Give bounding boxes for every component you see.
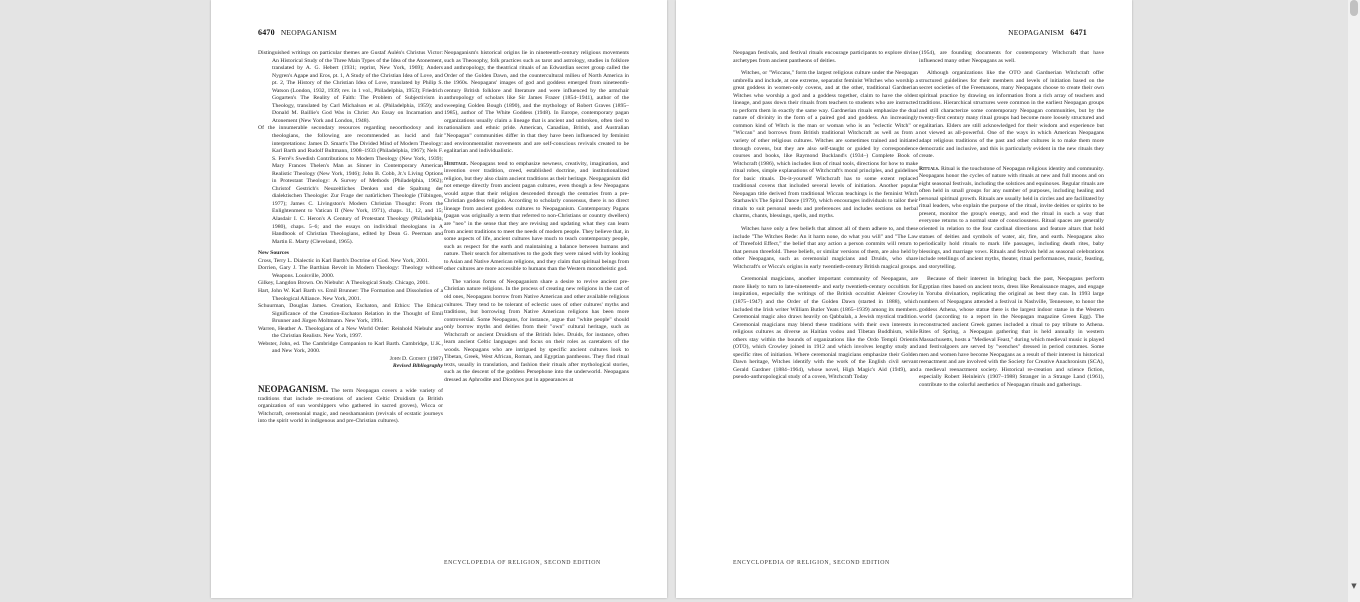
body-paragraph: The various forms of Neopaganism share a desire to revive ancient pre-Christian nature religions. In the process of creating new religions in the cast of old ones, Neopagans borrow from Native American and other available religious cultures. They tend to be tolerant of eclectic uses of other cultures' myths and traditions, but borrowing from Native American religions has been more controversial. Some Neopagans, for instance, argue that "white people" should only borrow myths and deities from their "own" cultural heritage, such as Witchcraft or ancient Druidism of the British Isles. Druids, for instance, often learn ancient Celtic languages and focus on their roles as caretakers of the woods. Neopagans who are intrigued by specific ancient cultures look to Tibetan, Greek, West African, Roman, and Egyptian pantheons. They find ritual texts, usually in translation, and fashion their rituals after mythological stories, such as the descent of the goddess Persephone into the underworld. Neopagans dressed as Aphrodite and Dionysos put in appearances at (444, 278, 629, 383)
entry-title: NEOPAGANISM. (258, 383, 329, 394)
page-footer: ENCYCLOPEDIA OF RELIGION, SECOND EDITION (733, 560, 890, 566)
running-head-left (258, 28, 337, 37)
vertical-scrollbar[interactable] (1348, 0, 1360, 602)
body-paragraph: Ceremonial magicians, another important community of Neopagans, are more likely to turn to late-nineteenth- and early twentieth-century occultists for inspiration, especially the writings of the British occultist Aleister Crowley (1875–1947) and the Order of the Golden Dawn (started in 1888), which included the Irish writer William Butler Yeats (1865–1939) among its members. Ceremonial magic also draws heavily on Qabbalah, a Jewish mystical tradition. Ceremonial magicians may blend these traditions with their own interests in religious cultures as diverse as Haitian vodou and Tibetan Buddhism, while others stay within the bounds of organizations like the Ordo Templi Orientis (OTO), which Crowley joined in 1912 and which involves lengthy study and specific rites of initiation. Where ceremonial magicians emphasize their Golden Dawn heritage, Witches identify with the work of the English civil servant Gerald Gardner (1884–1964), whose novel, High Magic's Aid (1949), and pseudo-anthropological study of a coven, Witchcraft Today (733, 276, 918, 381)
body-paragraph: Neopagan festivals, and festival rituals encourage participants to explore divine archetypes from ancient pantheons of deities. (733, 50, 918, 64)
signature-role: Revised Bibliography (392, 363, 443, 370)
source-entry: Gilkey, Langdon Brown. On Niebuhr: A Theological Study. Chicago, 2001. (258, 280, 430, 287)
body-paragraph: Neopaganism's historical origins lie in nineteenth-century religious movements such as Theosophy, folk practices such as tarot and astrology, studies in folklore and anthropology, the theatrical rituals of an Edwardian secret group called the Order of the Golden Dawn, and the countercultural milieu of North America in the 1960s. Neopagans' images of god and goddess emerged from nineteenth-century British folklore and literature and were influenced by the armchair anthropology of scholars like Sir James Frazer (1854–1941), author of the sweeping Golden Bough (1890), and the mythology of Robert Graves (1895–1985), author of The White Goddess (1948). In Europe, contemporary pagan organizations usually claim a lineage that is ancient and unbroken, often tied to nationalism and ethnic pride. American, Canadian, British, and Australian "Neopagan" communities differ in that they have been influenced by feminist and environmentalist movements and are self-conscious revivals created to be egalitarian and individualistic. (444, 50, 629, 155)
body-paragraph: Because of their interest in bringing back the past, Neopagans perform Egyptian rites based on ancient texts, dress like Renaissance mages, and engage in Yoruba divination, replicating the original as best they can. In 1993 large numbers of Neopagans attended a festival in Nashville, Tennessee, to honor the goddess Athena, whose statue there is the largest indoor statue in the Western world (according to a report in the Neopagan magazine Green Egg). The reconstructed ancient Greek games included a ritual to pay tribute to Athena. Rites of Spring, a Neopagan gathering that is held annually in western Massachusetts, hosts a "Medieval Feast," during which medieval music is played and festivalgoers are served by "wenches" dressed in period costumes. Some men and women have become Neopagans as a result of their interest in historical reenactment and are involved with the Society for Creative Anachronism (SCA), a medieval reenactment society. Historical re-creation and science fiction, especially Robert Heinlein's (1907–1988) Stranger in a Strange Land (1961), contribute to the colorful aesthetics of Neopagan rituals and gatherings. (919, 276, 1104, 388)
page-number: 6471 (1070, 28, 1087, 37)
running-head-title: NEOPAGANISM (1008, 28, 1065, 37)
source-entry: Cross, Terry L. Dialectic in Karl Barth's Doctrine of God. New York, 2001. (258, 257, 430, 264)
bibliography-paragraph: Of the innumerable secondary resources regarding neoorthodoxy and its theologians, the following are recommended as lucid and fair interpretations: James D. Smart's The Divided Mind of Modern Theology: Karl Barth and Rudolf Bultmann, 1908–1933 (Philadelphia, 1967); Nels F. S. Ferré's Swedish Contributions to Modern Theology (New York, 1939); Mary Frances Thelen's Man as Sinner in Contemporary American Realistic Theology (New York, 1946); John B. Cobb, Jr.'s Living Options in Protestant Theology: A Survey of Methods (Philadelphia, 1962); Christof Gestrich's Neuzeitliches Denken und die Spaltung der dialektischen Theologie: Zur Frage der natürlichen Theologie (Tübingen, 1977); James C. Livingston's Modern Christian Thought: From the Enlightenment to Vatican II (New York, 1971), chaps. 11, 12, and 15; Alasdair I. C. Heron's A Century of Protestant Theology (Philadelphia, 1980), chaps. 5–6; and the essays on individual theologians in A Handbook of Christian Theologians, edited by Dean G. Peerman and Martin E. Marty (Cleveland, 1965). (258, 125, 443, 245)
source-entry: Warren, Heather A. Theologians of a New World Order: Reinhold Niebuhr and the Christian Realists. New York, 1997. (258, 325, 443, 340)
page-footer: ENCYCLOPEDIA OF RELIGION, SECOND EDITION (444, 560, 601, 566)
new-sources-heading: New Sources (258, 250, 290, 257)
bibliography-paragraph: Distinguished writings on particular themes are Gustaf Aulén's Christus Victor: An Historical Study of the Three Main Types of the Idea of the Atonement, translated by A. G. Hebert (1931; reprint, New York, 1969); Anders Nygren's Agape and Eros, pt. 1, A Study of the Christian Idea of Love, and pt. 2, The History of the Christian Idea of Love, translated by Philip S. Watson (London, 1932, 1939; rev. in 1 vol., Philadelphia, 1953); Friedrich Gogarten's The Reality of Faith: The Problem of Subjectivism in Theology, translated by Carl Michalson et al. (Philadelphia, 1959); and Donald M. Baillie's God Was in Christ: An Essay on Incarnation and Atonement (New York and London, 1948). (258, 50, 443, 124)
signature-author: John D. Godsey (1987) (389, 355, 443, 362)
running-head-title: NEOPAGANISM (280, 28, 337, 37)
running-head-right (1008, 28, 1087, 37)
scroll-down-arrow-icon[interactable]: ▼ (1351, 582, 1357, 590)
entry-intro: NEOPAGANISM. The term Neopagan covers a wide variety of traditions that include re-creations of ancient Celtic Druidism (a British organization of sun worshippers who gathered in sacred groves), Wicca or Witchcraft, ceremonial magic, and neoshamanism (revivals of ecstatic journeys into the spirit world in indigenous and pre-Christian cultures). (258, 383, 443, 425)
right-page (676, 0, 1132, 598)
right-column-b (919, 50, 1104, 390)
scrollbar-thumb[interactable] (1350, 0, 1358, 16)
body-paragraph: Witches have only a few beliefs that almost all of them adhere to, and these include "The Witches Rede: An it harm none, do what you will" and "The Law of Threefold Effect," the belief that any action a person commits will return to that person threefold. These beliefs, or similar versions of them, are also held by other Neopagans, such as ceremonial magicians and Druids, who share Witchcraft's or Wicca's origins in early twentieth-century British magical groups. (733, 226, 918, 270)
left-column-b (444, 50, 629, 385)
heritage-paragraph: Heritage. Neopagans tend to emphasize newness, creativity, imagination, and invention over tradition, creed, established doctrine, and institutionalized religion, but they also claim ancient traditions as their heritage. Neopaganism did not emerge directly from ancient pagan cultures, even though a few Neopagans would argue that their religion descended through the centuries from a pre-Christian goddess religion. According to scholarly consensus, there is no direct lineage from ancient goddess cultures to Neopaganism. Contemporary Pagans (pagan was originally a term that referred to non-Christians or country dwellers) are "neo" in the sense that they are revising and updating what they can learn from ancient traditions to meet the needs of modern people. They believe that, in some aspects of life, ancient cultures have much to teach contemporary people, such as respect for the earth and maintaining a balance between humans and nature. Their search for alternatives to the gods they were raised with by looking to Asian and Native American religions, and they claim that spiritual beings from other cultures are more accessible to humans than the Western monotheistic god. (444, 160, 629, 273)
rituals-paragraph: Rituals. Ritual is the touchstone of Neopagan religious identity and community. Neopagans honor the cycles of nature with rituals at new and full moons and on eight seasonal festivals, including the solstices and equinoxes. Regular rituals are often held in small groups for any number of purposes, including healing and personal spiritual growth. Rituals are usually held in circles and are facilitated by ritual leaders, who explain the purpose of the ritual, invite deities or spirits to be present, monitor the group's energy, and end the ritual in such a way that everyone returns to a normal state of consciousness. Ritual spaces are generally oriented in relation to the four cardinal directions and feature altars that hold statues of deities and symbols of water, air, fire, and earth. Neopagans also periodically hold rituals to mark life passages, including death rites, baby blessings, and marriage vows. Rituals and festivals held as seasonal celebrations include retellings of ancient myths, theater, ritual performances, music, feasting, and storytelling. (919, 165, 1104, 270)
source-entry: Webster, John, ed. The Cambridge Companion to Karl Barth. Cambridge, U.K., and New York, 2000. (258, 340, 443, 355)
left-page (211, 0, 667, 598)
source-entry: Schuurman, Douglas James. Creation, Eschaton, and Ethics: The Ethical Significance of the Creation-Eschaton Relation in the Thought of Emil Brunner and Jürgen Moltmann. New York, 1991. (258, 303, 443, 325)
source-entry: Hart, John W. Karl Barth vs. Emil Brunner: The Formation and Dissolution of a Theological Alliance. New York, 2001. (258, 287, 443, 302)
body-paragraph: Witches, or "Wiccans," form the largest religious culture under the Neopagan umbrella and include, at one extreme, separatist feminist Witches who worship a great goddess in women-only covens, and at the other, traditional Gardnerian Witches who worship a god and a goddess together, claim to have the oldest lineage, and pass down their rituals from teachers to students who are instructed to perform them in exactly the same way. Gardnerian rituals emphasize the dual nature of divinity in the form of a paired god and goddess. An increasingly common kind of Witch is the man or woman who is an "eclectic Witch" or "Wiccan" and borrows from British traditional Witchcraft as well as from a variety of other religious cultures. Witches are sometimes trained and initiated through covens, but they are also self-taught or guided by correspondence courses and books, like Raymond Buckland's (1934–) Complete Book of Witchcraft (1986), which includes lists of ritual tools, directions for how to make ritual robes, simple explanations of Witchcraft's moral principles, and guidelines for basic rituals. Do-it-yourself Witchcraft has to some extent replaced traditional covens that included several levels of initiation. Another popular Neopagan title derived from traditional Wiccan teachings is the feminist Witch Starhawk's The Spiral Dance (1979), which encourages individuals to tailor their rituals to suit personal needs and preferences and includes sections on herbal charms, chants, blessings, spells, and myths. (733, 70, 918, 220)
left-column-a (258, 50, 443, 426)
source-entry: Dorrien, Gary J. The Barthian Revolt in Modern Theology: Theology without Weapons. Louisville, 2000. (258, 265, 443, 279)
section-heading-heritage: Heritage. (444, 160, 468, 167)
body-paragraph: (1954), are founding documents for contemporary Witchcraft that have influenced many other Neopagans as well. (919, 50, 1104, 64)
page-number: 6470 (258, 28, 275, 37)
body-paragraph: Although organizations like the OTO and Gardnerian Witchcraft offer structured guidelines for their members and levels of initiation based on the secret societies of the Freemasons, many Neopagans choose to create their own spiritual practice by drawing on information from a rich array of teachers and traditions. Hierarchical structures were common in the earliest Neopagan groups and still characterize some contemporary Neopagan communities, but by the twenty-first century many ritual groups had become more loosely structured and egalitarian. Elders are still acknowledged for their wisdom and experience but not viewed as all-powerful. One of the ways in which American Neopagans adapt religious traditions of the past and other cultures is to make them more democratic and inclusive, and this is particularly evident in the new rituals they create. (919, 70, 1104, 160)
right-column-a (733, 50, 918, 382)
section-heading-rituals: Rituals. (919, 165, 940, 172)
